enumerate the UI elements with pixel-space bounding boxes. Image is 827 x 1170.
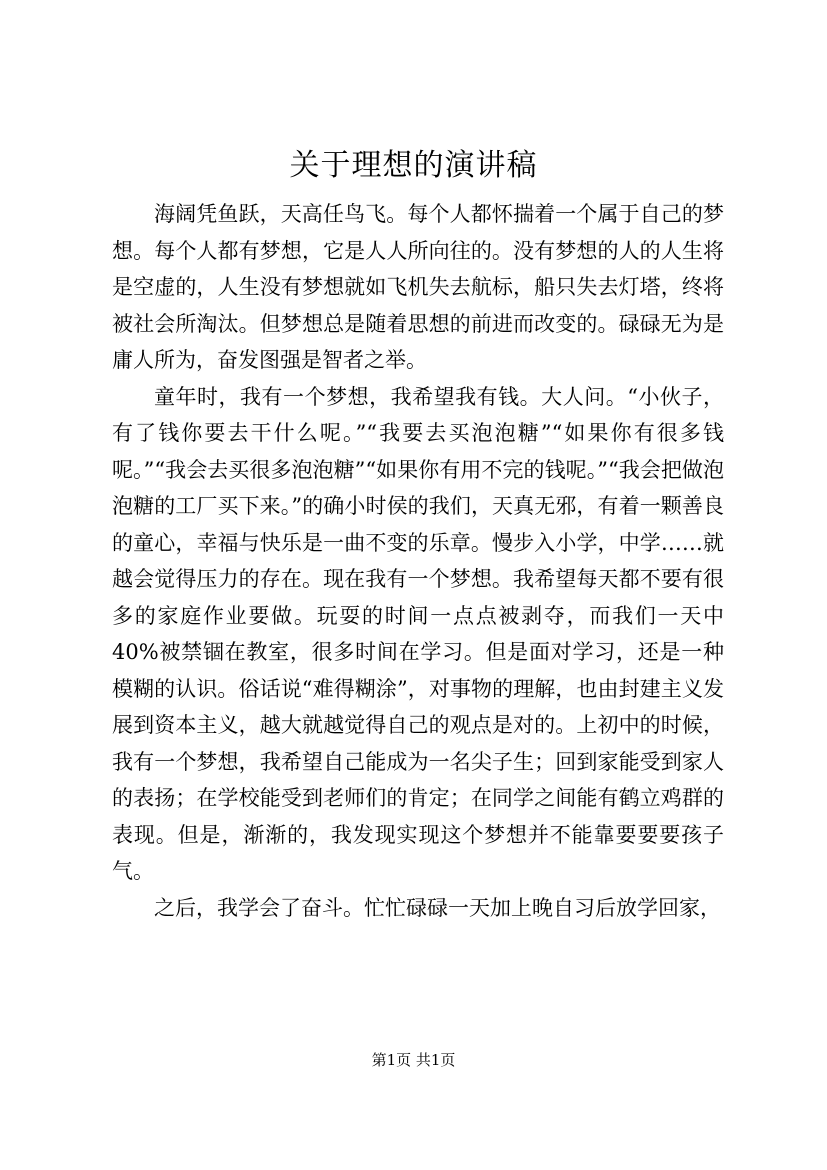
paragraph-2: 童年时，我有一个梦想，我希望我有钱。大人问。“小伙子，有了钱你要去干什么呢。”“我要去买泡泡糖”“如果你有很多钱呢。”“我会去买很多泡泡糖”“如果你有用不完的钱呢。”“我会把做泡泡糖的工厂买下来。”的确小时侯的我们，天真无邪，有着一颗善良的童心，幸福与快乐是一曲不变的乐章。慢步入小学，中学……就越会觉得压力的存在。现在我有一个梦想。我希望每天都不要有很多的家庭作业要做。玩耍的时间一点点被剥夺，而我们一天中40%被禁锢在教室，很多时间在学习。但是面对学习，还是一种模糊的认识。俗话说“难得糊涂”，对事物的理解，也由封建主义发展到资本主义，越大就越觉得自己的观点是对的。上初中的时候，我有一个梦想，我希望自己能成为一名尖子生；回到家能受到家人的表扬；在学校能受到老师们的肯定；在同学之间能有鹤立鸡群的表现。但是，渐渐的，我发现实现这个梦想并不能靠要要要孩子气。: [112, 384, 724, 883]
page-number-footer: 第1页 共1页: [371, 1051, 456, 1069]
paragraph-1: 海阔凭鱼跃，天高任鸟飞。每个人都怀揣着一个属于自己的梦想。每个人都有梦想，它是人人所向往的。没有梦想的人的人生将是空虚的，人生没有梦想就如飞机失去航标，船只失去灯塔，终将被社会所淘汰。但梦想总是随着思想的前进而改变的。碌碌无为是庸人所为，奋发图强是智者之举。: [112, 202, 724, 372]
document-body: [112, 196, 724, 926]
paragraph-3: 之后，我学会了奋斗。忙忙碌碌一天加上晚自习后放学回家，: [154, 895, 721, 920]
document-title: 关于理想的演讲稿: [289, 148, 538, 183]
